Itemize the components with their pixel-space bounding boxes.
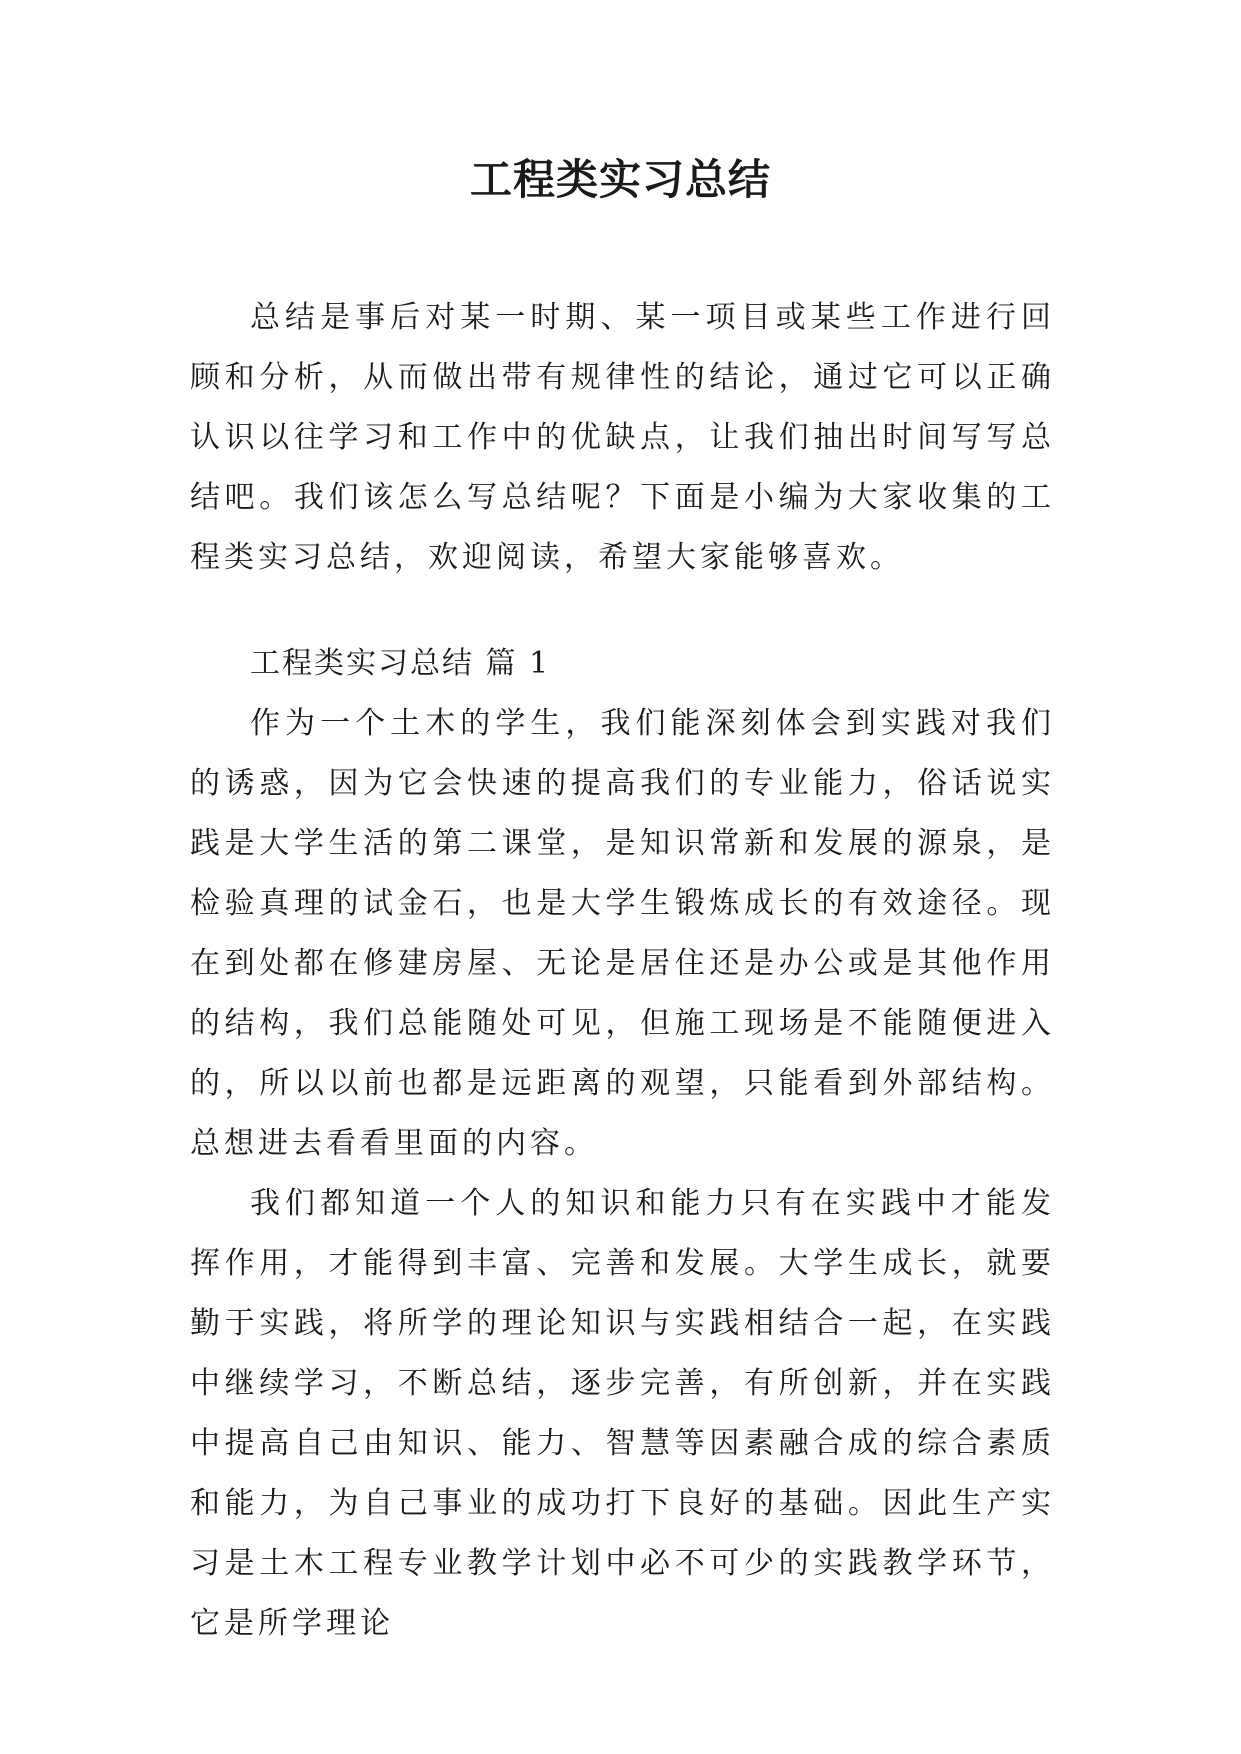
body-paragraph-2: 我们都知道一个人的知识和能力只有在实践中才能发挥作用，才能得到丰富、完善和发展。大学生成长，就要勤于实践，将所学的理论知识与实践相结合一起，在实践中继续学习，不断总结，逐步完善，有所创新，并在实践中提高自己由知识、能力、智慧等因素融合成的综合素质和能力，为自己事业的成功打下良好的基础。因此生产实习是土木工程专业教学计划中必不可少的实践教学环节，它是所学理论: [190, 1186, 1055, 1641]
document-title: 工程类实习总结: [469, 155, 771, 204]
section-1: [190, 634, 1055, 1654]
intro-paragraph: 总结是事后对某一时期、某一项目或某些工作进行回顾和分析，从而做出带有规律性的结论，通过它可以正确认识以往学习和工作中的优缺点，让我们抽出时间写写总结吧。我们该怎么写总结呢？下面是小编为大家收集的工程类实习总结，欢迎阅读，希望大家能够喜欢。: [190, 300, 1055, 575]
section-heading: 工程类实习总结 篇 1: [250, 646, 551, 681]
intro-section: [190, 288, 1055, 588]
body-paragraph-1: 作为一个土木的学生，我们能深刻体会到实践对我们的诱惑，因为它会快速的提高我们的专业能力，俗话说实践是大学生活的第二课堂，是知识常新和发展的源泉，是检验真理的试金石，也是大学生锻炼成长的有效途径。现在到处都在修建房屋、无论是居住还是办公或是其他作用的结构，我们总能随处可见，但施工现场是不能随便进入的，所以以前也都是远距离的观望，只能看到外部结构。总想进去看看里面的内容。: [190, 706, 1055, 1161]
